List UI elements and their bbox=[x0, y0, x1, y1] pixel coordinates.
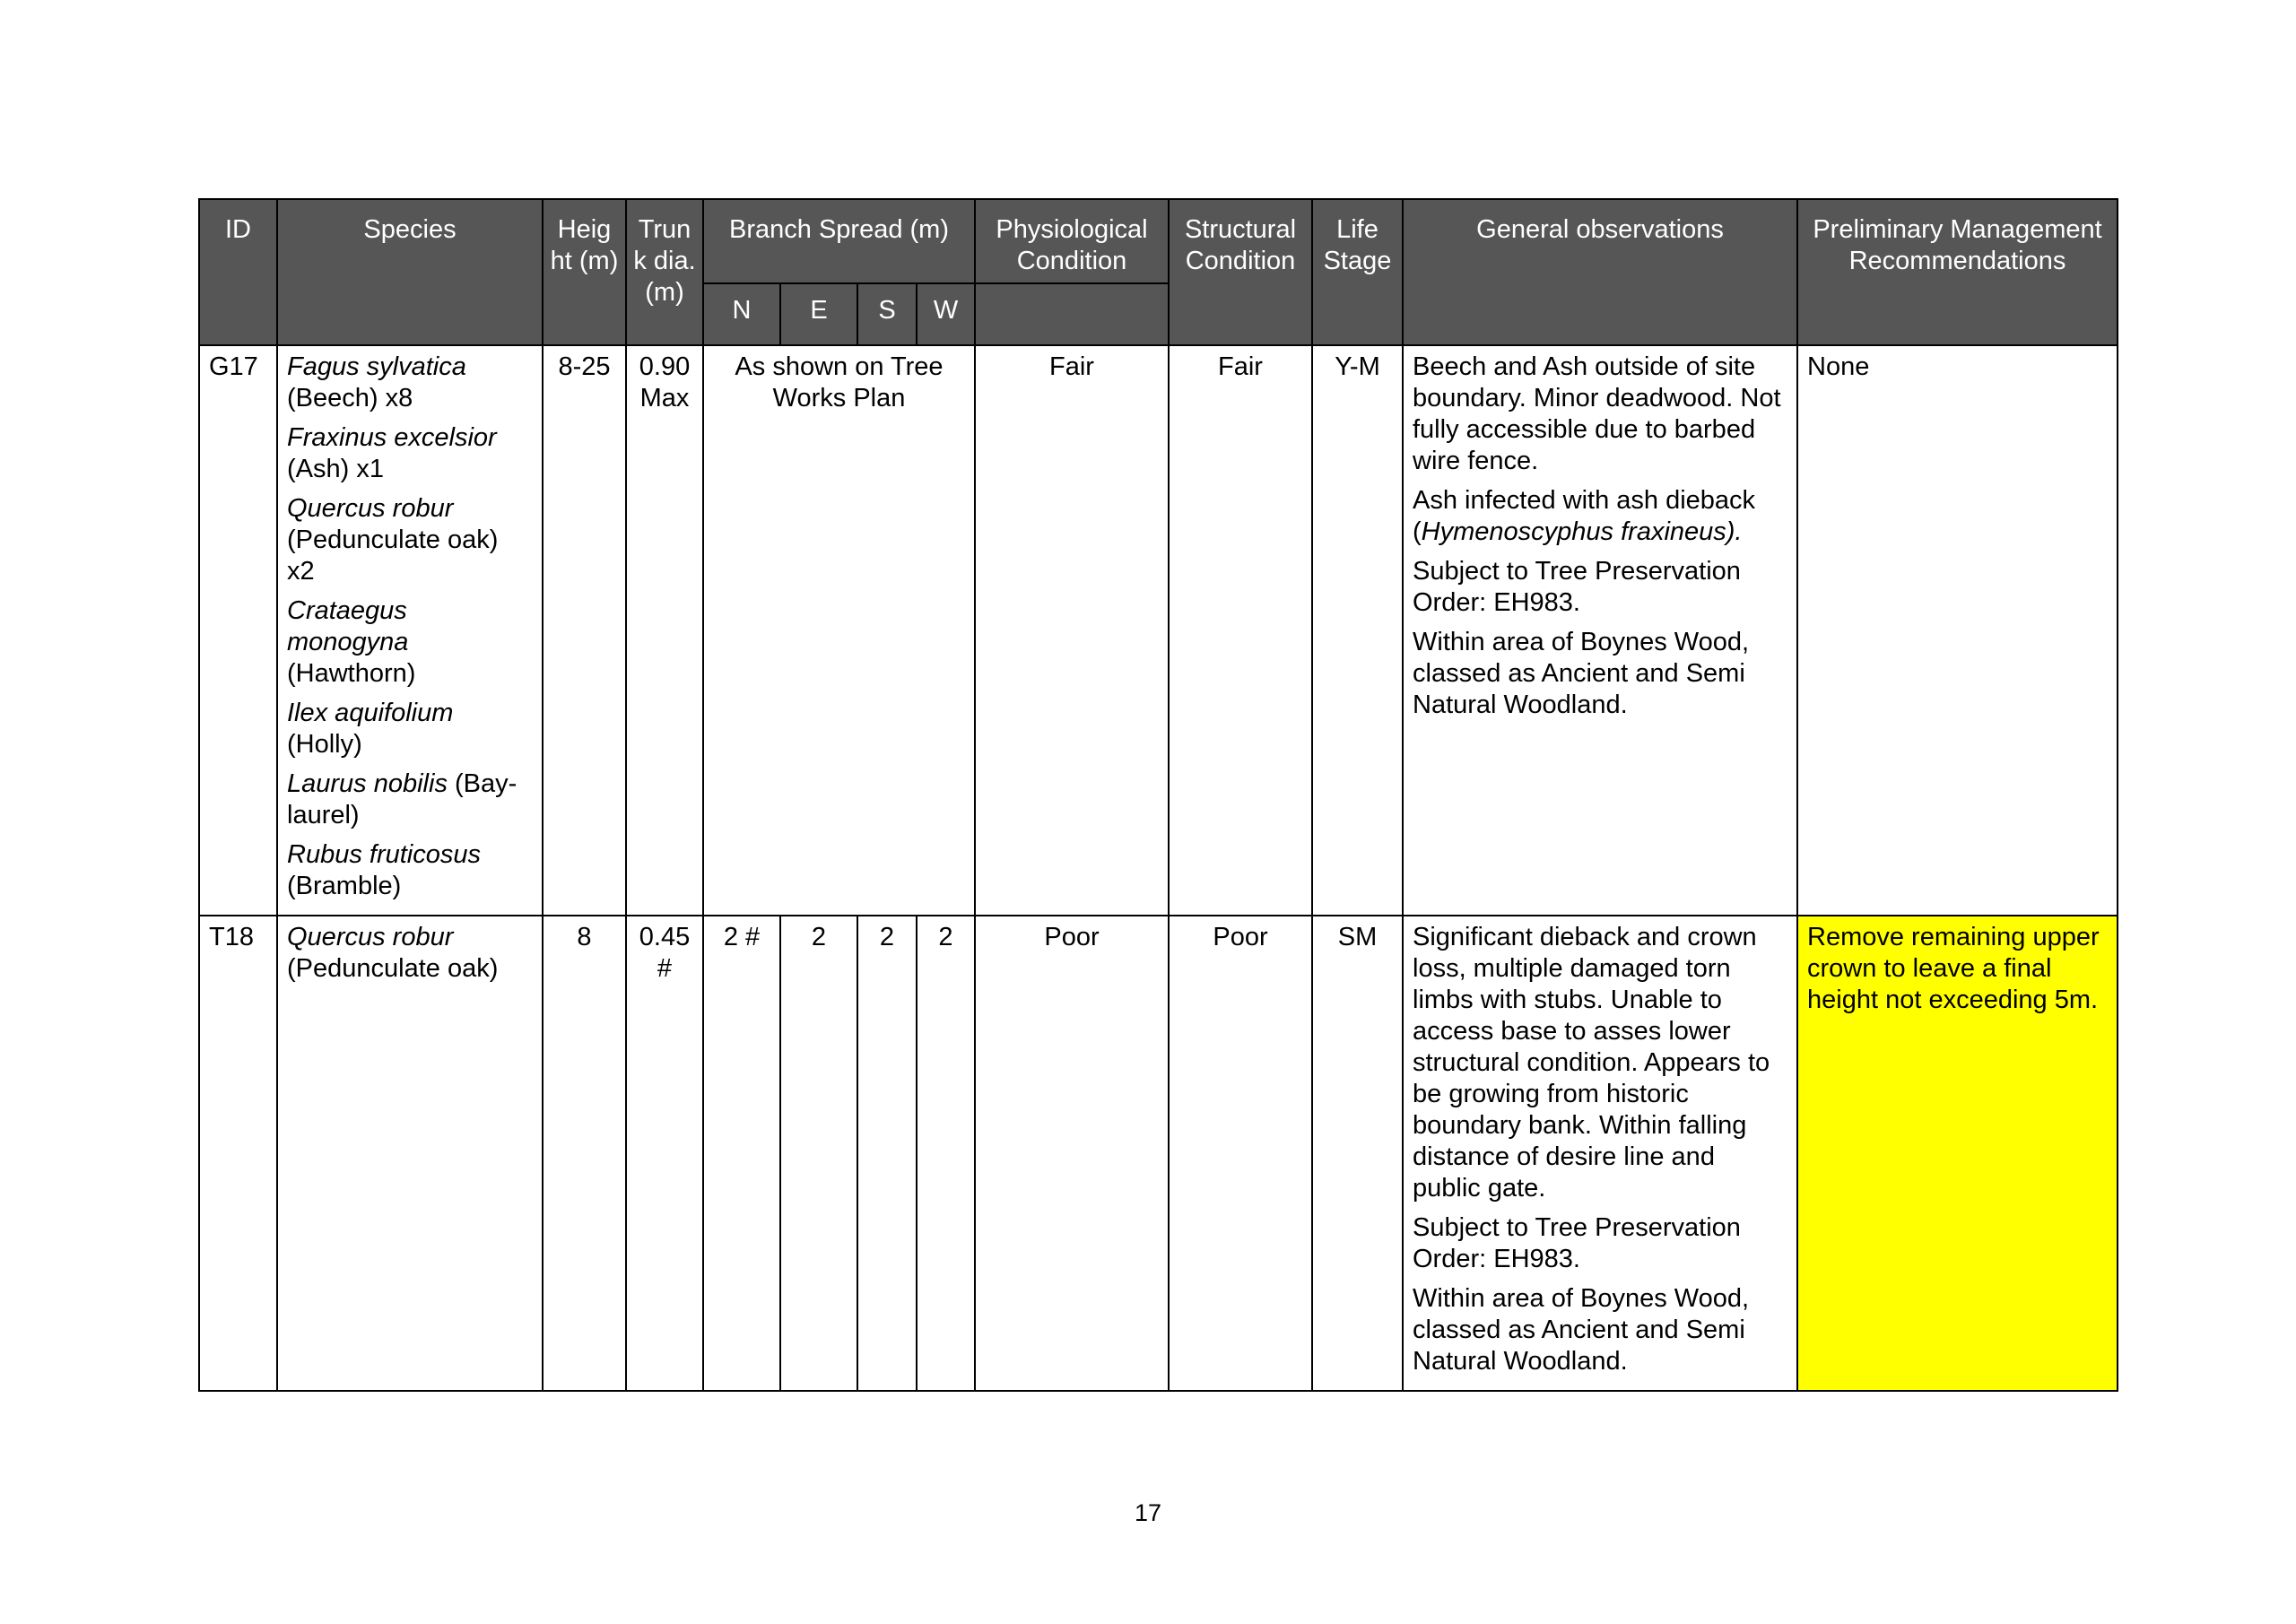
species-entry bbox=[287, 922, 533, 985]
species-latin: Fagus sylvatica bbox=[287, 352, 466, 381]
observation-paragraph: Within area of Boynes Wood, classed as Ancient and Semi Natural Woodland. bbox=[1413, 1284, 1750, 1376]
cell-height: 8 bbox=[543, 916, 626, 1391]
cell-spread-n: 2 # bbox=[703, 916, 780, 1391]
species-latin: Ilex aquifolium bbox=[287, 699, 454, 727]
species-entry bbox=[287, 769, 533, 831]
species-common: (Pedunculate oak) bbox=[287, 954, 499, 983]
table-row bbox=[199, 916, 2118, 1391]
species-common: (Bay-laurel) bbox=[287, 769, 517, 829]
header-structural-condition: Structural Condition bbox=[1169, 199, 1312, 345]
species-common: (Hawthorn) bbox=[287, 659, 416, 688]
cell-life-stage: SM bbox=[1312, 916, 1403, 1391]
header-id: ID bbox=[199, 199, 277, 345]
header-general-observations: General observations bbox=[1403, 199, 1797, 345]
cell-spread-s: 2 bbox=[857, 916, 917, 1391]
species-latin: Fraxinus excelsior bbox=[287, 423, 497, 452]
species-common: (Holly) bbox=[287, 730, 362, 759]
table-row bbox=[199, 345, 2118, 916]
species-entry bbox=[287, 839, 533, 902]
cell-recommendation: None bbox=[1797, 345, 2118, 916]
cell-spread-e: 2 bbox=[780, 916, 857, 1391]
species-common: (Beech) x8 bbox=[287, 384, 413, 413]
observation-paragraph: Within area of Boynes Wood, classed as Ancient and Semi Natural Woodland. bbox=[1413, 628, 1750, 719]
header-s: S bbox=[857, 283, 917, 345]
table-header bbox=[199, 199, 2118, 345]
species-latin: Laurus nobilis bbox=[287, 769, 448, 798]
species-latin: Rubus fruticosus bbox=[287, 840, 481, 869]
header-height: Heig ht (m) bbox=[543, 199, 626, 345]
species-common: (Pedunculate oak) x2 bbox=[287, 525, 499, 586]
cell-height: 8-25 bbox=[543, 345, 626, 916]
cell-species bbox=[277, 345, 543, 916]
observation-paragraph: Subject to Tree Preservation Order: EH983. bbox=[1413, 557, 1741, 617]
cell-species bbox=[277, 916, 543, 1391]
header-branch-spread: Branch Spread (m) bbox=[703, 199, 975, 283]
cell-trunk-dia: 0.45 # bbox=[626, 916, 703, 1391]
cell-recommendation-highlighted: Remove remaining upper crown to leave a final height not exceeding 5m. bbox=[1797, 916, 2118, 1391]
header-physiological-blank bbox=[975, 283, 1169, 345]
cell-id: T18 bbox=[199, 916, 277, 1391]
cell-spread-w: 2 bbox=[917, 916, 975, 1391]
observation-paragraph bbox=[1413, 485, 1787, 548]
species-entry bbox=[287, 493, 533, 587]
observation-text: Ash infected with ash dieback ( bbox=[1413, 486, 1756, 546]
observation-paragraph: Subject to Tree Preservation Order: EH983. bbox=[1413, 1213, 1741, 1273]
cell-observations bbox=[1403, 916, 1797, 1391]
cell-structural: Poor bbox=[1169, 916, 1312, 1391]
species-latin: Quercus robur bbox=[287, 923, 454, 951]
cell-branch-spread: As shown on Tree Works Plan bbox=[703, 345, 975, 916]
species-entry bbox=[287, 422, 533, 485]
cell-physiological: Poor bbox=[975, 916, 1169, 1391]
species-latin: Quercus robur bbox=[287, 494, 454, 523]
header-recommendations: Preliminary Management Recommendations bbox=[1797, 199, 2118, 345]
header-w: W bbox=[917, 283, 975, 345]
species-entry bbox=[287, 352, 533, 414]
tree-survey-table bbox=[198, 198, 2118, 1392]
cell-trunk-dia: 0.90 Max bbox=[626, 345, 703, 916]
page-number: 17 bbox=[1134, 1499, 1162, 1526]
cell-physiological: Fair bbox=[975, 345, 1169, 916]
species-latin: Crataegus monogyna bbox=[287, 596, 409, 656]
cell-observations bbox=[1403, 345, 1797, 916]
cell-life-stage: Y-M bbox=[1312, 345, 1403, 916]
header-species: Species bbox=[277, 199, 543, 345]
header-trunk-dia: Trun k dia. (m) bbox=[626, 199, 703, 345]
species-common: (Bramble) bbox=[287, 872, 402, 900]
header-e: E bbox=[780, 283, 857, 345]
species-common: (Ash) x1 bbox=[287, 455, 384, 483]
header-physiological-condition: Physiological Condition bbox=[975, 199, 1169, 283]
cell-id: G17 bbox=[199, 345, 277, 916]
observation-paragraph: Beech and Ash outside of site boundary. Minor deadwood. Not fully accessible due to barbed wire fence. bbox=[1413, 352, 1781, 475]
header-life-stage: Life Stage bbox=[1312, 199, 1403, 345]
observation-paragraph: Significant dieback and crown loss, multiple damaged torn limbs with stubs. Unable to access base to asses lower structural condition. Appears to be growing from historic boundary bank. Within falling distance of desire line and public gate. bbox=[1413, 923, 1770, 1203]
header-n: N bbox=[703, 283, 780, 345]
species-entry bbox=[287, 595, 533, 690]
species-entry bbox=[287, 698, 533, 760]
cell-structural: Fair bbox=[1169, 345, 1312, 916]
observation-latin: Hymenoscyphus fraxineus). bbox=[1421, 517, 1743, 546]
